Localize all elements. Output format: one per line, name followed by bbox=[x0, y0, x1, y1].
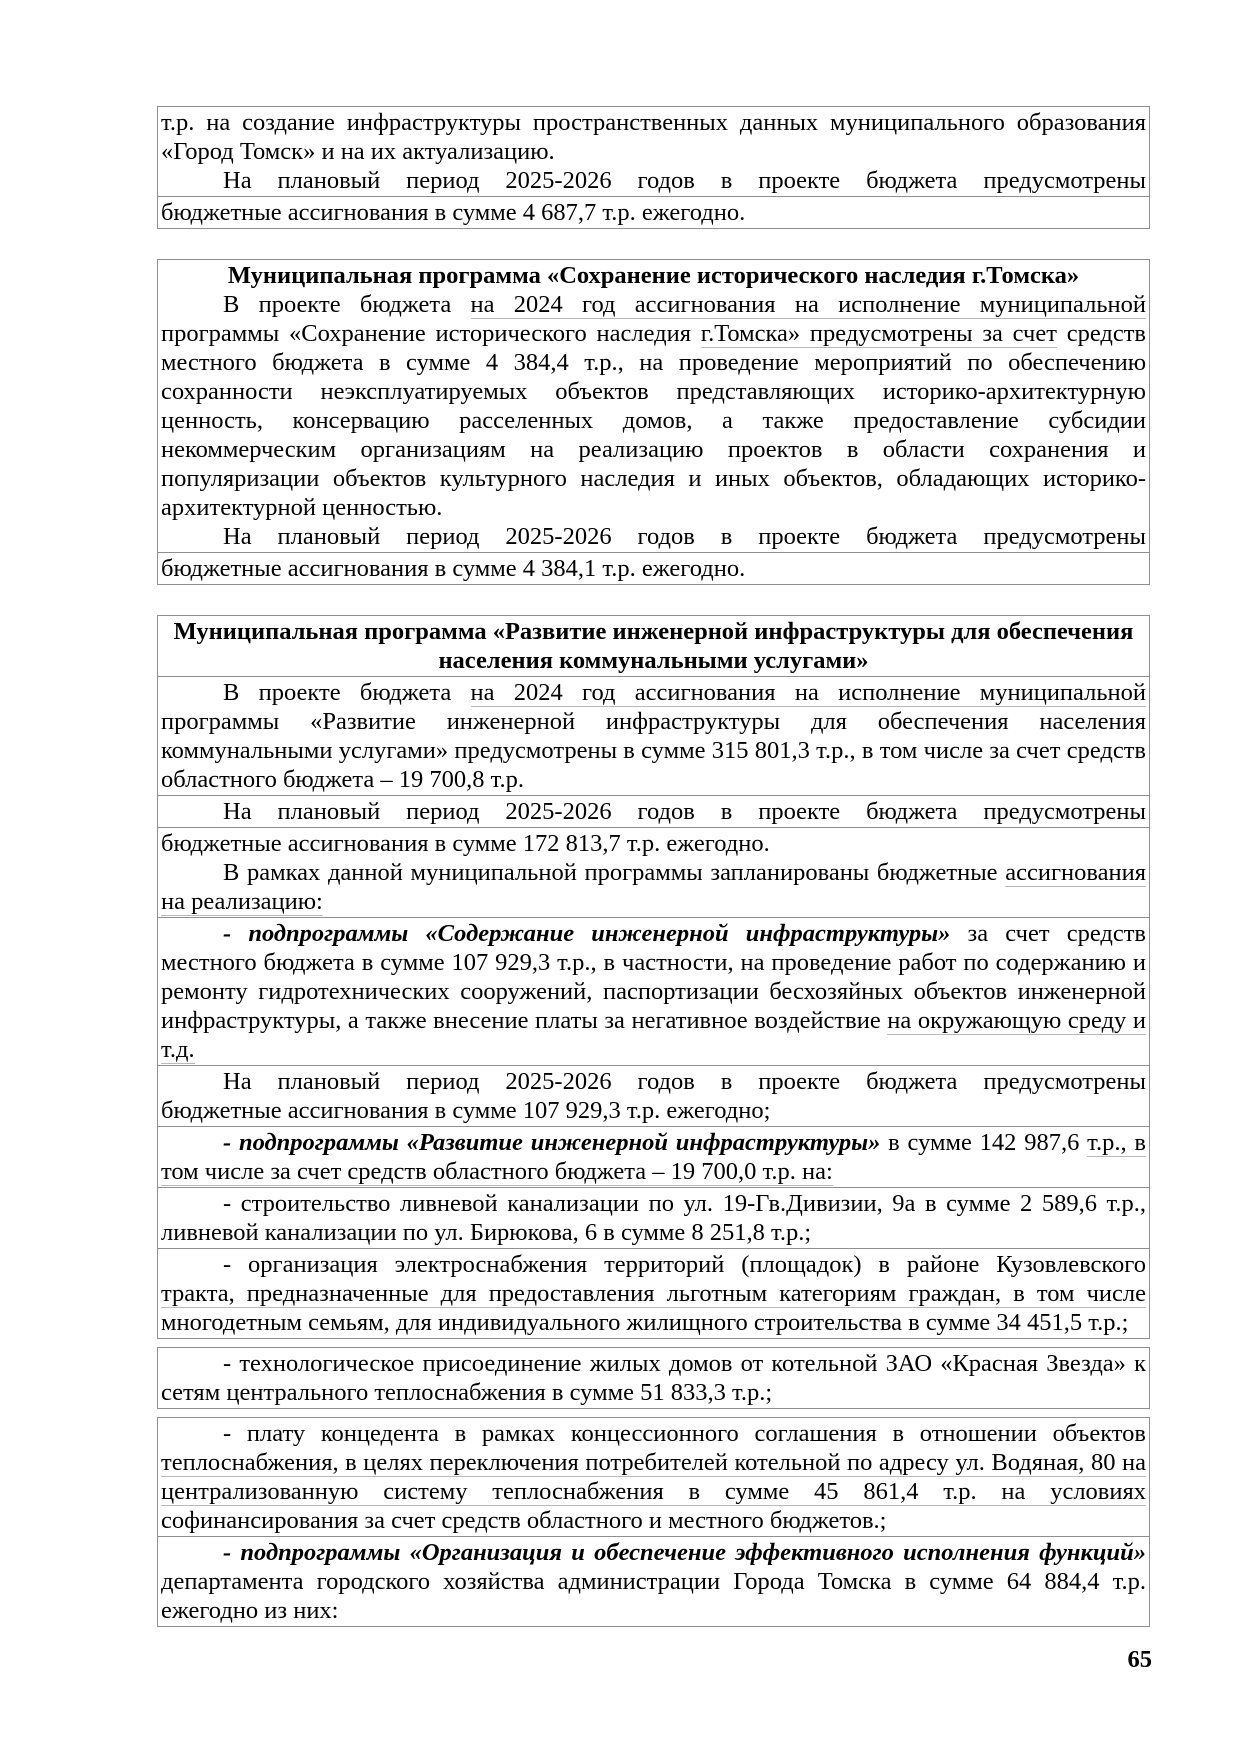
annotated-text: г.Томска» предусмотрены за счет bbox=[700, 320, 1057, 347]
text-run: - строительство ливневой канализации по ул. 19-Гв.Дивизии, 9а в сумме 2 589,6 т.р., ливневой канализации по ул. Бирюкова, 6 в сумме 8 251,8 т.р.; bbox=[161, 1190, 1146, 1246]
paragraph bbox=[161, 919, 1146, 1064]
text-region bbox=[157, 795, 1150, 828]
emphasis-text: - подпрограммы «Содержание инженерной инфраструктуры» bbox=[223, 920, 951, 947]
paragraph bbox=[161, 797, 1146, 826]
paragraph bbox=[161, 1419, 1146, 1535]
text-run: В рамках данной муниципальной программы запланированы бюджетные bbox=[223, 859, 1006, 886]
page-number: 65 bbox=[1127, 1646, 1152, 1673]
text-region bbox=[157, 615, 1150, 677]
text-run: - технологическое присоединение жилых домов от котельной ЗАО «Красная Звезда» к сетям центрального теплоснабжения в сумме 51 833,3 т.р.; bbox=[161, 1350, 1146, 1406]
annotated-text: на 2024 год ассигнования на исполнение муниципальной bbox=[470, 679, 1146, 706]
text-run: бюджетные ассигнования в сумме 172 813,7 т.р. ежегодно. bbox=[161, 830, 770, 857]
text-run: На плановый период 2025-2026 годов в проекте бюджета предусмотрены bbox=[223, 523, 1146, 550]
paragraph bbox=[161, 678, 1146, 794]
text-run: бюджетные ассигнования в сумме 107 929,3 т.р. ежегодно; bbox=[161, 1097, 771, 1124]
emphasis-text: - подпрограммы «Развитие инженерной инфраструктуры» bbox=[223, 1129, 881, 1156]
paragraph bbox=[161, 1096, 1146, 1125]
annotated-text: т.р., в том числе за счет средств областного бюджета – 19 700,0 т.р. на: bbox=[161, 1129, 1146, 1185]
paragraph bbox=[161, 522, 1146, 551]
emphasis-text: Муниципальная программа «Развитие инженерной инфраструктуры для обеспечения населения коммунальными услугами» bbox=[173, 618, 1134, 674]
text-region bbox=[157, 1417, 1150, 1537]
text-region bbox=[157, 1187, 1150, 1249]
text-run: программы «Сохранение исторического наследия bbox=[161, 320, 701, 347]
paragraph bbox=[161, 1538, 1146, 1625]
annotated-text: тракта, предназначенные для предоставления льготным категориям граждан, в том числе bbox=[161, 1280, 1146, 1307]
text-run: департамента городского хозяйства администрации Города Томска в сумме 64 884,4 т.р. ежегодно из них: bbox=[161, 1568, 1146, 1624]
text-region bbox=[157, 259, 1150, 553]
emphasis-text: - подпрограммы «Организация и обеспечение эффективного исполнения функций» bbox=[223, 1539, 1146, 1566]
spacer bbox=[157, 1339, 1150, 1347]
paragraph bbox=[161, 1349, 1146, 1407]
spacer bbox=[157, 1409, 1150, 1417]
program-heading bbox=[161, 261, 1146, 290]
text-region bbox=[157, 552, 1150, 585]
paragraph bbox=[161, 108, 1146, 166]
text-run: На плановый период 2025-2026 годов в проекте бюджета предусмотрены bbox=[223, 167, 1146, 194]
paragraph bbox=[161, 198, 1146, 227]
annotated-text: на 2024 год ассигнования на исполнение муниципальной bbox=[470, 291, 1146, 318]
spacer bbox=[157, 585, 1150, 615]
paragraph bbox=[161, 290, 1146, 522]
text-region bbox=[157, 827, 1150, 918]
annotated-text: ассигнования на реализацию: bbox=[161, 859, 1146, 915]
paragraph bbox=[161, 1067, 1146, 1096]
document-content bbox=[157, 106, 1150, 1627]
text-region bbox=[157, 1347, 1150, 1409]
text-run: программы «Развитие инженерной инфраструктуры для обеспечения населения коммунальными услугами» предусмотрены в сумме 315 801,3 т.р., в том числе за счет средств областного бюджета – 19 700,8 т.р. bbox=[161, 708, 1146, 793]
text-run: - организация электроснабжения территорий (площадок) в районе Кузовлевского bbox=[223, 1251, 1146, 1278]
text-run: бюджетные ассигнования в сумме 4 384,1 т.р. ежегодно. bbox=[161, 555, 746, 582]
text-region bbox=[157, 1248, 1150, 1339]
emphasis-text: Муниципальная программа «Сохранение исторического наследия г.Томска» bbox=[227, 262, 1080, 289]
text-region bbox=[157, 1536, 1150, 1627]
paragraph bbox=[161, 829, 1146, 858]
spacer bbox=[157, 229, 1150, 259]
text-run: за счет средств местного бюджета в сумме 107 929,3 т.р., в частности, на проведение работ по содержанию и ремонту гидротехнических сооружений, паспортизации бесхозяйных объектов инженерной инфраструктуры, а также внесение платы за негативное воздействие bbox=[161, 920, 1146, 1034]
text-run: На плановый период 2025-2026 годов в проекте бюджета предусмотрены bbox=[223, 798, 1146, 825]
text-run: В проекте бюджета bbox=[223, 291, 471, 318]
text-run: - плату концедента в рамках концессионного соглашения в отношении объектов bbox=[223, 1420, 1146, 1447]
paragraph bbox=[161, 858, 1146, 916]
paragraph bbox=[161, 1189, 1146, 1247]
text-region bbox=[157, 196, 1150, 229]
annotated-text: на окружающую среду и т.д. bbox=[161, 1007, 1146, 1063]
text-run: т.р. на создание инфраструктуры пространственных данных муниципального образования «Город Томск» и на их актуализацию. bbox=[161, 109, 1146, 165]
text-run: На плановый период 2025-2026 годов в проекте бюджета предусмотрены bbox=[223, 1068, 1146, 1095]
text-run: в сумме 142 987,6 bbox=[880, 1129, 1088, 1156]
text-region bbox=[157, 676, 1150, 796]
text-run: средств местного бюджета в сумме 4 384,4 т.р., на проведение мероприятий по обеспечению сохранности неэксплуатируемых объектов представляющих историко-архитектурную ценность, консервацию расселенных домов, а также предоставление субсидии некоммерческим организациям на реализацию проектов в области сохранения и популяризации объектов культурного наследия и иных объектов, обладающих историко-архитектурной ценностью. bbox=[161, 320, 1147, 521]
text-region bbox=[157, 106, 1150, 197]
text-region bbox=[157, 1126, 1150, 1188]
paragraph bbox=[161, 554, 1146, 583]
text-run: В проекте бюджета bbox=[223, 679, 471, 706]
paragraph bbox=[161, 1250, 1146, 1337]
annotated-text: теплоснабжения, в целях переключения потребителей котельной по адресу ул. Водяная, 80 на централизованную систему теплоснабжения в сумме 45 861,4 т.р. на условиях bbox=[161, 1449, 1146, 1505]
paragraph bbox=[161, 1128, 1146, 1186]
text-region bbox=[157, 1065, 1150, 1127]
program-heading bbox=[161, 617, 1146, 675]
paragraph bbox=[161, 166, 1146, 195]
text-region bbox=[157, 917, 1150, 1066]
text-run: бюджетные ассигнования в сумме 4 687,7 т.р. ежегодно. bbox=[161, 199, 746, 226]
text-run: многодетным семьям, для индивидуального жилищного строительства в сумме 34 451,5 т.р.; bbox=[161, 1309, 1129, 1336]
text-run: софинансирования за счет средств областного и местного бюджетов.; bbox=[161, 1507, 887, 1534]
